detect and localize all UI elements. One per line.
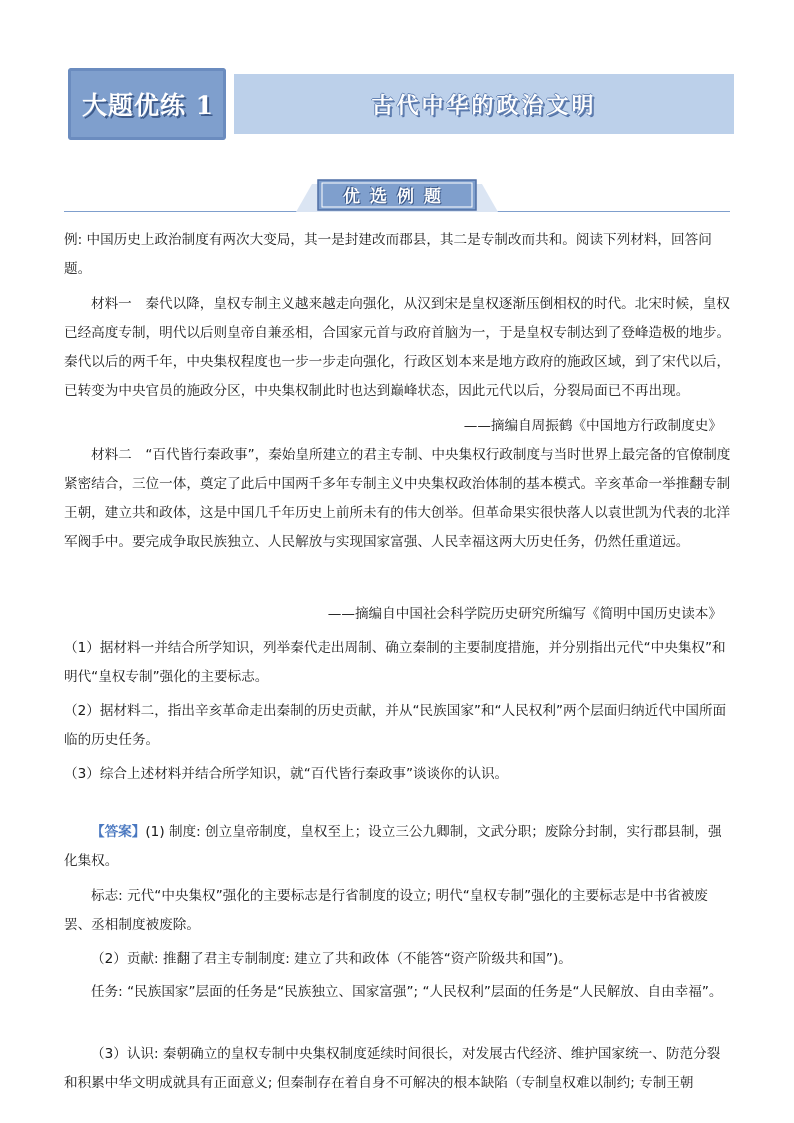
section-title: 优选例题 bbox=[343, 187, 451, 207]
question-three: （3）综合上述材料并结合所学知识，就“百代皆行秦政事”谈谈你的认识。 bbox=[64, 766, 509, 782]
question-intro: 例: 中国历史上政治制度有两次大变局，其一是封建改而郡县，其二是专制改而共和。阅读下列材料，回答问题。 bbox=[64, 232, 712, 277]
material-one: 材料一 秦代以降，皇权专制主义越来越走向强化，从汉到宋是皇权逐渐压倒相权的时代。北宋时候，皇权已经高度专制，明代以后则皇帝自兼丞相，合国家元首与政府首脑为一，于是皇权专制达到了登峰造极的地步。秦代以后的两千年，中央集权程度也一步一步走向强化，行政区划本来是地方政府的施政区域，到了宋代以后，已转变为中央官员的施政分区，中央集权制此时也达到巅峰状态，因此元代以后，分裂局面已不再出现。 bbox=[64, 296, 731, 399]
answer-two-task: 任务: “民族国家”层面的任务是“民族独立、国家富强”; “人民权利”层面的任务是“人民解放、自由幸福”。 bbox=[91, 984, 723, 1000]
section-heading bbox=[296, 178, 498, 212]
answer-one-mark: 标志: 元代“中央集权”强化的主要标志是行省制度的设立; 明代“皇权专制”强化的主要标志是中书省被废罢、丞相制度被废除。 bbox=[64, 888, 708, 933]
question-two: （2）据材料二，指出辛亥革命走出秦制的历史贡献，并从“民族国家”和“人民权利”两个层面归纳近代中国所面临的历史任务。 bbox=[64, 703, 727, 748]
answer-three: （3）认识: 秦朝确立的皇权专制中央集权制度延续时间很长，对发展古代经济、维护国家统一、防范分裂和积累中华文明成就具有正面意义; 但秦制存在着自身不可解决的根本缺陷（专制皇权难以制约; 专制王朝 bbox=[64, 1046, 721, 1091]
banner-left-block bbox=[68, 68, 226, 140]
title-banner bbox=[68, 68, 734, 140]
material-two-source: ——摘编自中国社会科学院历史研究所编写《简明中国历史读本》 bbox=[327, 606, 722, 622]
banner-left-title: 大题优练 1 bbox=[81, 91, 215, 120]
banner-right-block bbox=[234, 74, 734, 134]
answer-one-text: (1) 制度: 创立皇帝制度，皇权至上；设立三公九卿制，文武分职；废除分封制，实行郡县制，强化集权。 bbox=[64, 824, 722, 869]
material-one-source: ——摘编自周振鹤《中国地方行政制度史》 bbox=[463, 418, 722, 434]
chapter-title: 古代中华的政治文明 bbox=[371, 93, 597, 119]
material-two: 材料二 “百代皆行秦政事”，秦始皇所建立的君主专制、中央集权行政制度与当时世界上最完备的官僚制度紧密结合，三位一体，奠定了此后中国两千多年专制主义中央集权政治体制的基本模式。辛亥革命一举推翻专制王朝，建立共和政体，这是中国几千年历史上前所未有的伟大创举。但革命果实很快落人以袁世凯为代表的北洋军阀手中。要完成争取民族独立、人民解放与实现国家富强、人民幸福这两大历史任务，仍然任重道远。 bbox=[64, 447, 731, 550]
answer-two: （2）贡献: 推翻了君主专制制度: 建立了共和政体（不能答“资产阶级共和国”)。 bbox=[91, 951, 572, 967]
answer-tag: 【答案】 bbox=[91, 824, 146, 840]
question-one: （1）据材料一并结合所学知识，列举秦代走出周制、确立秦制的主要制度措施，并分别指出元代“中央集权”和明代“皇权专制”强化的主要标志。 bbox=[64, 640, 726, 685]
answer-one bbox=[64, 818, 732, 876]
